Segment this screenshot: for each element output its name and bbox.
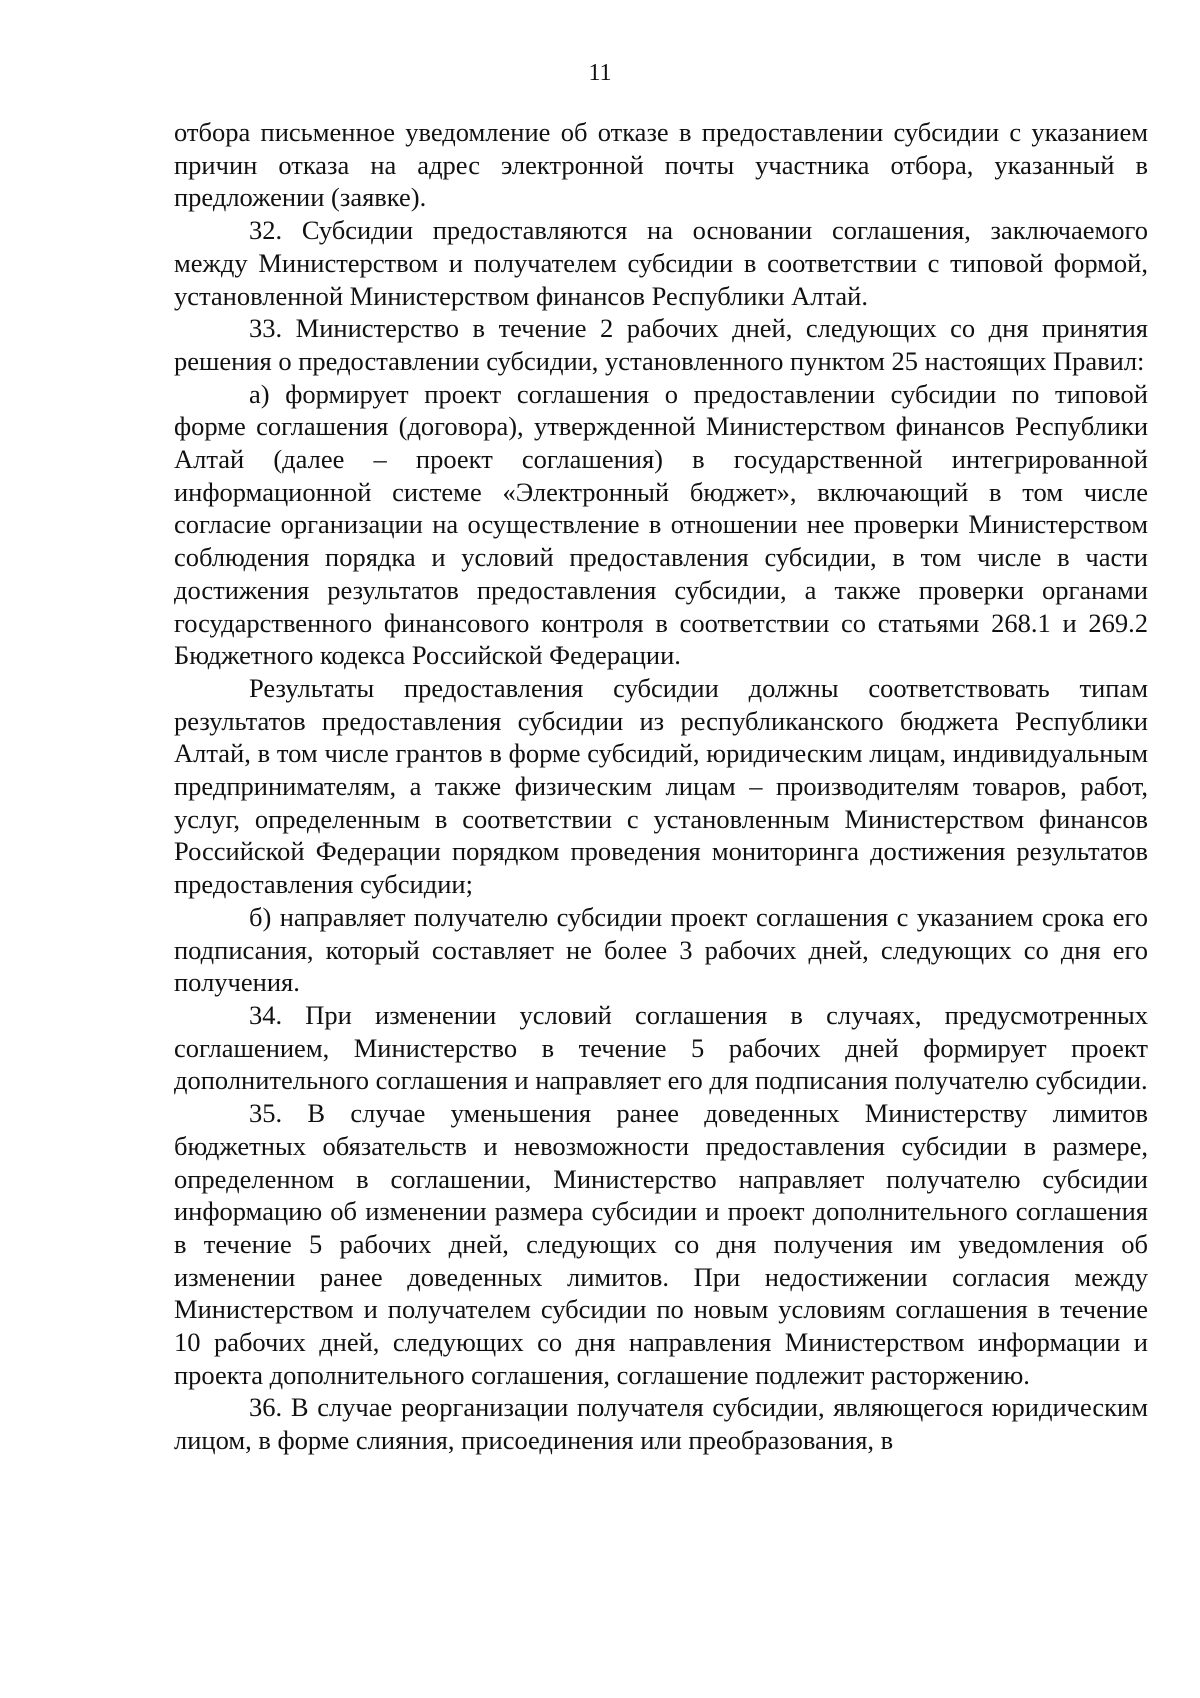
paragraph-item-33-results: Результаты предоставления субсидии должны соответствовать типам результатов предоставления субсидии из республиканского бюджета Республики Алтай, в том числе грантов в форме субсидий, юридическим лицам, индивидуальным предпринимателям, а также физическим лицам – производителям товаров, работ, услуг, определенным в соответствии с установленным Министерством финансов Российской Федерации порядком проведения мониторинга достижения результатов предоставления субсидии;: [174, 672, 1148, 900]
paragraph-item-33-b: б) направляет получателю субсидии проект соглашения с указанием срока его подписания, который составляет не более 3 рабочих дней, следующих со дня его получения.: [174, 901, 1148, 998]
paragraph-item-34: 34. При изменении условий соглашения в случаях, предусмотренных соглашением, Министерство в течение 5 рабочих дней формирует проект дополнительного соглашения и направляет его для подписания получателю субсидии.: [174, 999, 1148, 1096]
paragraph-item-33-a: а) формирует проект соглашения о предоставлении субсидии по типовой форме соглашения (договора), утвержденной Министерством финансов Республики Алтай (далее – проект соглашения) в государственной интегрированной информационной системе «Электронный бюджет», включающий в том числе согласие организации на осуществление в отношении нее проверки Министерством соблюдения порядка и условий предоставления субсидии, в том числе в части достижения результатов предоставления субсидии, а также проверки органами государственного финансового контроля в соответствии со статьями 268.1 и 269.2 Бюджетного кодекса Российской Федерации.: [174, 378, 1148, 671]
paragraph-item-36: 36. В случае реорганизации получателя субсидии, являющегося юридическим лицом, в форме слияния, присоединения или преобразования, в: [174, 1392, 1148, 1456]
paragraph-item-33: 33. Министерство в течение 2 рабочих дней, следующих со дня принятия решения о предоставлении субсидии, установленного пунктом 25 настоящих Правил:: [174, 313, 1148, 376]
paragraph-item-32: 32. Субсидии предоставляются на основании соглашения, заключаемого между Министерством и получателем субсидии в соответствии с типовой формой, установленной Министерством финансов Республики Алтай.: [174, 215, 1148, 311]
document-body: [174, 116, 1148, 1457]
paragraph-item-35: 35. В случае уменьшения ранее доведенных Министерству лимитов бюджетных обязательств и невозможности предоставления субсидии в размере, определенном в соглашении, Министерство направляет получателю субсидии информацию об изменении размера субсидии и проект дополнительного соглашения в течение 5 рабочих дней, следующих со дня получения им уведомления об изменении ранее доведенных лимитов. При недостижении согласия между Министерством и получателем субсидии по новым условиям соглашения в течение 10 рабочих дней, следующих со дня направления Министерством информации и проекта дополнительного соглашения, соглашение подлежит расторжению.: [174, 1098, 1148, 1390]
page-number: 11: [588, 60, 612, 86]
paragraph-continuation: отбора письменное уведомление об отказе в предоставлении субсидии с указанием причин отказа на адрес электронной почты участника отбора, указанный в предложении (заявке).: [174, 117, 1148, 213]
